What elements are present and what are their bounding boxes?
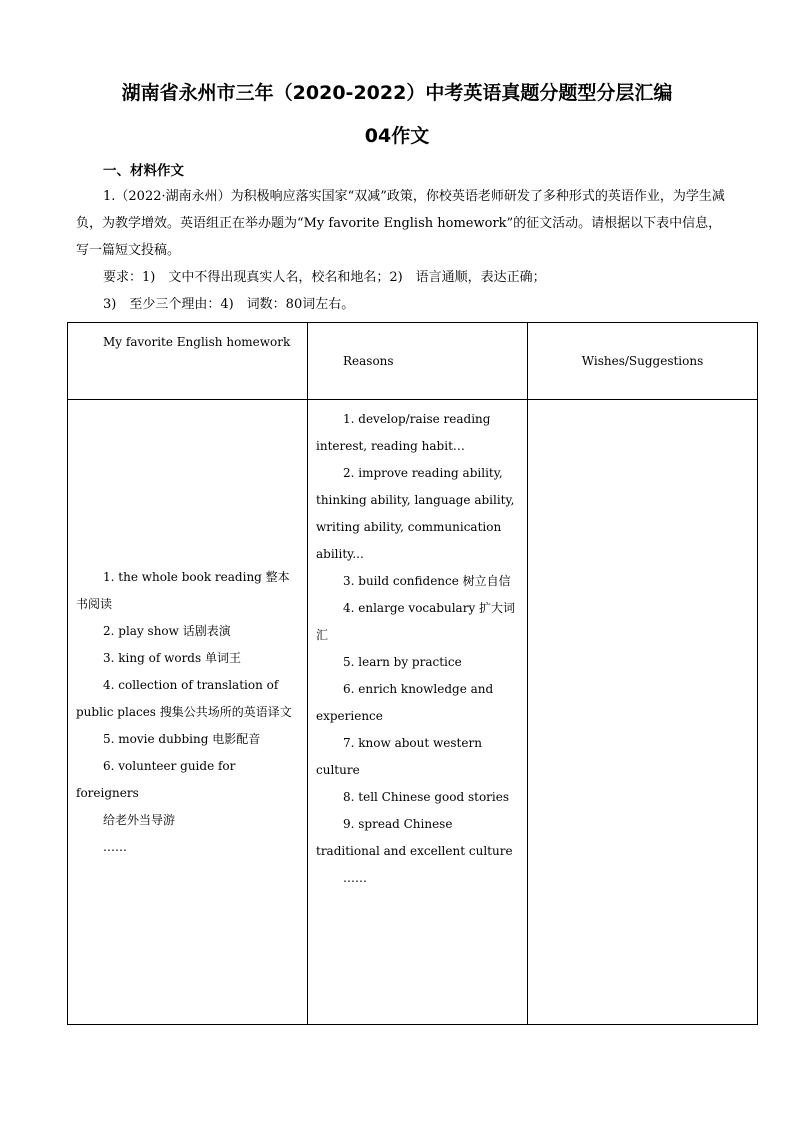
section-heading: 一、材料作文 — [103, 163, 184, 179]
list-item: 给老外当导游 — [103, 812, 176, 827]
list-item: 8. tell Chinese good stories — [343, 790, 509, 804]
homework-list-cell — [68, 400, 308, 1025]
list-item: 7. know about western culture — [316, 736, 482, 777]
list-item: 1. develop/raise reading interest, reading habit… — [316, 412, 491, 453]
list-item: …… — [103, 839, 127, 854]
list-item: 3. king of words 单词王 — [103, 650, 241, 665]
header-cell: Wishes/Suggestions — [528, 323, 758, 400]
list-item: 6. volunteer guide for foreigners — [76, 758, 236, 800]
list-item: 2. play show 话剧表演 — [103, 623, 231, 638]
list-item: …… — [343, 871, 367, 885]
wishes-cell — [528, 400, 758, 1025]
info-table — [67, 322, 758, 1025]
list-item: 4. collection of translation of public places 搜集公共场所的英语译文 — [76, 677, 292, 719]
list-item: 2. improve reading ability, thinking ability, language ability, writing ability, communication ability... — [316, 466, 515, 561]
document-subtitle: 04作文 — [364, 125, 430, 147]
requirement-line-1: 要求：1) 文中不得出现真实人名，校名和地名；2) 语言通顺，表达正确； — [103, 270, 546, 285]
list-item: 6. enrich knowledge and experience — [316, 682, 494, 723]
table-header-row — [68, 323, 758, 400]
list-item: 5. movie dubbing 电影配音 — [103, 731, 261, 746]
list-item: 4. enlarge vocabulary 扩大词汇 — [316, 601, 516, 642]
list-item: 5. learn by practice — [343, 655, 462, 669]
document-title: 湖南省永州市三年（2020-2022）中考英语真题分题型分层汇编 — [121, 82, 673, 104]
list-item: 1. the whole book reading 整本书阅读 — [76, 569, 290, 611]
list-item: 9. spread Chinese traditional and excellent culture — [316, 817, 513, 858]
header-cell: Reasons — [308, 323, 528, 400]
requirement-line-2: 3) 至少三个理由：4) 词数：80词左右。 — [103, 297, 355, 312]
list-item: 3. build confidence 树立自信 — [343, 574, 511, 588]
table-row — [68, 400, 758, 1025]
header-cell: My favorite English homework — [68, 323, 308, 400]
question-paragraph: 1.（2022·湖南永州）为积极响应落实国家“双减”政策，你校英语老师研发了多种形式的英语作业，为学生减负，为教学增效。英语组正在举办题为“My favorite English homework”的征文活动。请根据以下表中信息，写一篇短文投稿。 — [76, 189, 725, 258]
reasons-list-cell — [308, 400, 528, 1025]
